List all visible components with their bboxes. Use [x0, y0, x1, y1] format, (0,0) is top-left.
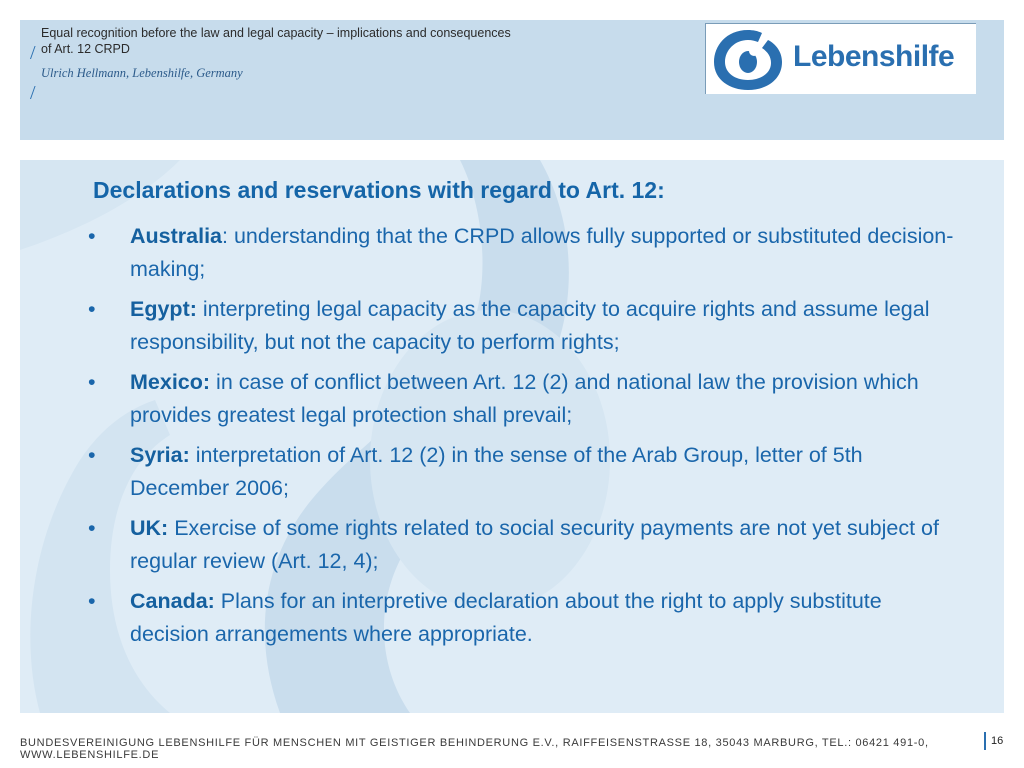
bullet-marker: • — [88, 224, 96, 248]
list-item-uk — [88, 512, 958, 578]
footer-address: BUNDESVEREINIGUNG LEBENSHILFE FÜR MENSCHEN MIT GEISTIGER BEHINDERUNG E.V., RAIFFEISENSTRASSE 18, 35043 MARBURG, TEL.: 06421 491-0, WWW.LEBENSHILFE.DE — [20, 737, 929, 761]
country-name: Syria: — [130, 443, 190, 467]
country-name: Australia — [130, 224, 223, 248]
page-number: 16 — [991, 735, 1004, 747]
presentation-author: Ulrich Hellmann, Lebenshilfe, Germany — [41, 66, 243, 80]
title-slash-mark: / — [30, 42, 36, 64]
item-text: Plans for an interpretive declaration about the right to apply substitute decision arrangements where appropriate. — [130, 589, 882, 646]
lebenshilfe-logo — [705, 23, 976, 94]
footer-divider — [984, 732, 986, 750]
list-item-australia — [88, 220, 958, 286]
item-text: : understanding that the CRPD allows fully supported or substituted decision-making; — [130, 224, 954, 281]
bullet-marker: • — [88, 516, 96, 540]
presentation-title-line1: Equal recognition before the law and legal capacity – implications and consequences — [41, 26, 511, 40]
country-name: UK: — [130, 516, 169, 540]
content-panel — [20, 160, 1004, 713]
logo-wordmark: Lebenshilfe — [793, 40, 955, 73]
country-name: Canada: — [130, 589, 215, 613]
lebenshilfe-logo-icon — [708, 24, 788, 94]
bullet-marker: • — [88, 370, 96, 394]
bullet-marker: • — [88, 589, 96, 613]
item-text: interpretation of Art. 12 (2) in the sense of the Arab Group, letter of 5th December 2006; — [130, 443, 863, 500]
item-text: interpreting legal capacity as the capacity to acquire rights and assume legal responsibility, but not the capacity to perform rights; — [130, 297, 930, 354]
item-text: Exercise of some rights related to social security payments are not yet subject of regular review (Art. 12, 4); — [130, 516, 939, 573]
country-name: Mexico: — [130, 370, 211, 394]
declarations-list — [88, 220, 958, 658]
presentation-title-line2: of Art. 12 CRPD — [41, 42, 130, 56]
list-item-egypt — [88, 293, 958, 359]
bullet-marker: • — [88, 297, 96, 321]
list-item-canada — [88, 585, 958, 651]
author-slash-mark: / — [30, 82, 36, 104]
list-item-mexico — [88, 366, 958, 432]
list-item-syria — [88, 439, 958, 505]
slide-heading: Declarations and reservations with regard to Art. 12: — [93, 177, 665, 203]
country-name: Egypt: — [130, 297, 197, 321]
item-text: in case of conflict between Art. 12 (2) and national law the provision which provides greatest legal protection shall prevail; — [130, 370, 919, 427]
presentation-title — [41, 25, 601, 57]
bullet-marker: • — [88, 443, 96, 467]
